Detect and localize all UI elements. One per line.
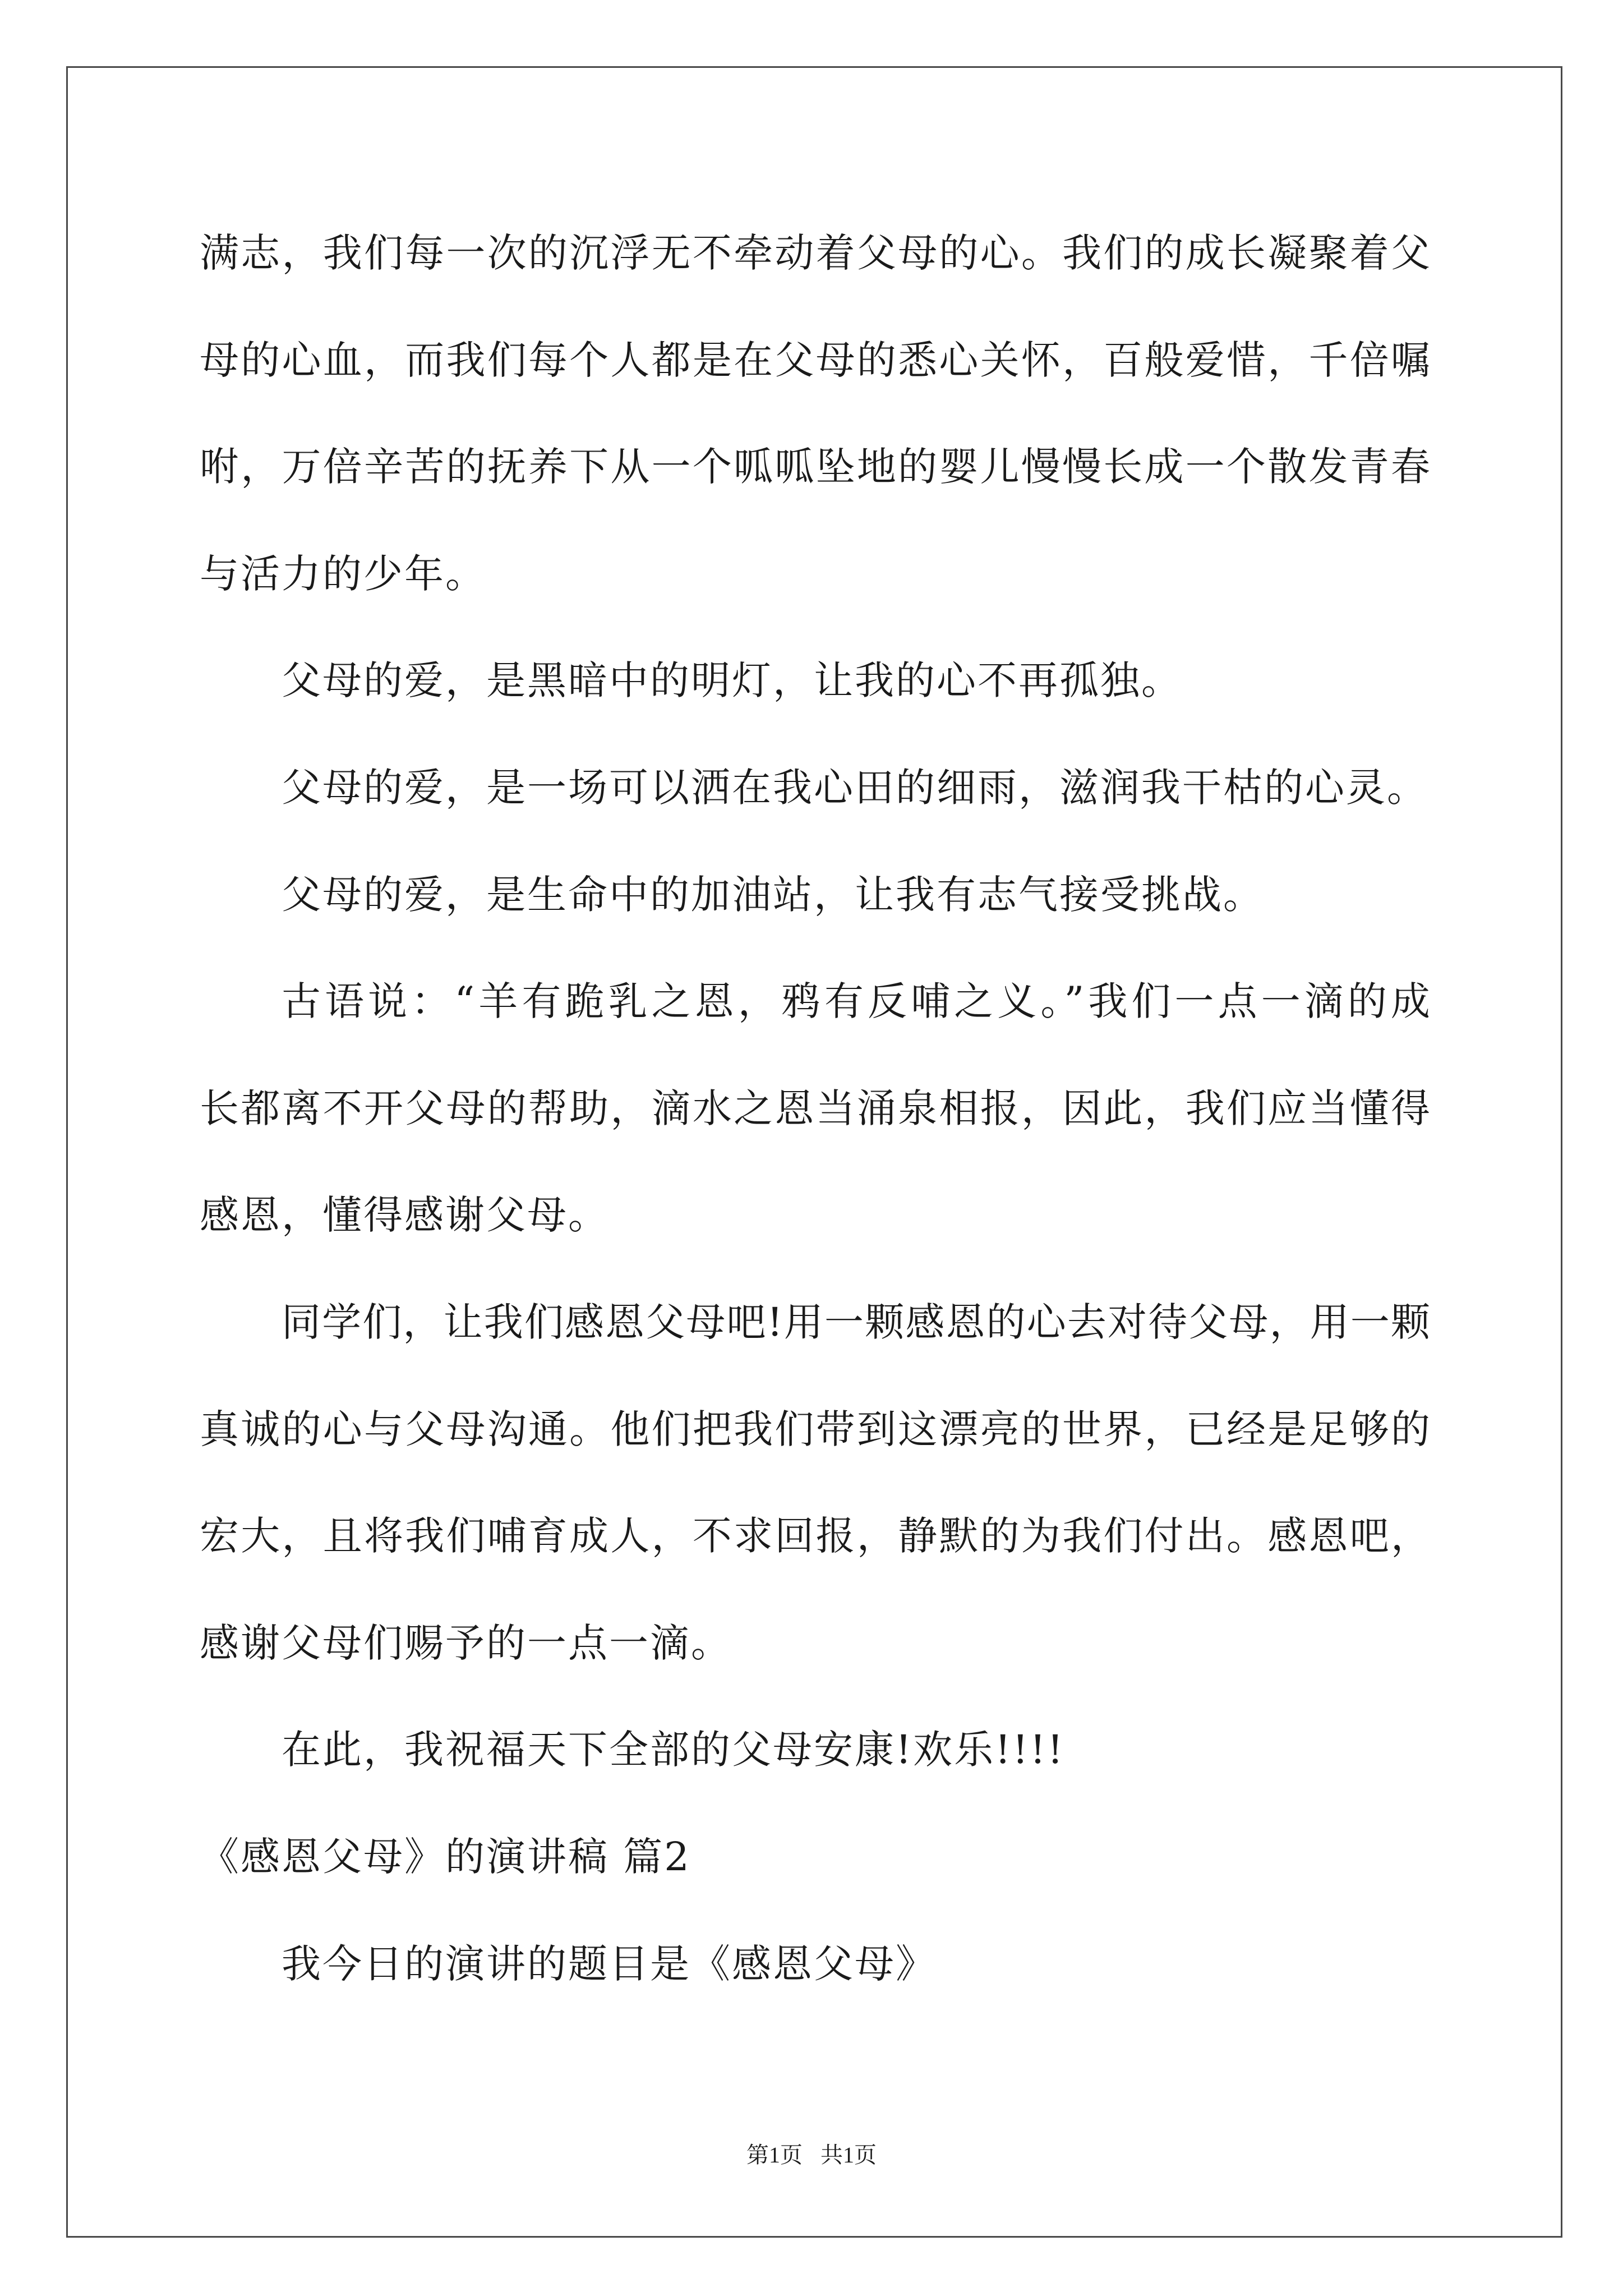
body-line: 在此，我祝福天下全部的父母安康!欢乐!!!!	[282, 1727, 1065, 1773]
body-line: 咐，万倍辛苦的抚养下从一个呱呱坠地的婴儿慢慢长成一个散发青春	[200, 444, 1430, 490]
document-body	[200, 200, 1430, 2017]
body-line: 我今日的演讲的题目是《感恩父母》	[282, 1940, 937, 1987]
section-heading: 《感恩父母》的演讲稿 篇2	[200, 1833, 691, 1880]
body-line: 满志，我们每一次的沉浮无不牵动着父母的心。我们的成长凝聚着父	[200, 230, 1430, 276]
body-line: 母的心血，而我们每个人都是在父母的悉心关怀，百般爱惜，千倍嘱	[200, 337, 1430, 383]
body-line: 父母的爱，是一场可以洒在我心田的细雨，滋润我干枯的心灵。	[282, 764, 1428, 811]
body-line: 真诚的心与父母沟通。他们把我们带到这漂亮的世界，已经是足够的	[200, 1406, 1430, 1452]
body-line: 父母的爱，是黑暗中的明灯，让我的心不再孤独。	[282, 657, 1182, 704]
body-line: 同学们，让我们感恩父母吧!用一颗感恩的心去对待父母，用一颗	[282, 1299, 1430, 1345]
body-line: 与活力的少年。	[200, 550, 486, 597]
paragraph	[200, 1269, 1430, 1696]
paragraph	[200, 841, 1430, 949]
body-line: 古语说：“羊有跪乳之恩，鸦有反哺之义。”我们一点一滴的成	[282, 978, 1430, 1025]
body-line: 长都离不开父母的帮助，滴水之恩当涌泉相报，因此，我们应当懂得	[200, 1085, 1430, 1131]
body-line: 感谢父母们赐予的一点一滴。	[200, 1619, 732, 1666]
body-line: 感恩，懂得感谢父母。	[200, 1192, 609, 1239]
paragraph	[200, 948, 1430, 1269]
paragraph	[200, 200, 1430, 627]
paragraph	[200, 1696, 1430, 1803]
paragraph	[200, 734, 1430, 841]
body-line: 父母的爱，是生命中的加油站，让我有志气接受挑战。	[282, 871, 1264, 918]
body-line: 宏大，且将我们哺育成人，不求回报，静默的为我们付出。感恩吧，	[200, 1513, 1430, 1559]
paragraph	[200, 1911, 1430, 2018]
page-footer: 第1页 共1页	[746, 2142, 877, 2168]
paragraph	[200, 627, 1430, 734]
